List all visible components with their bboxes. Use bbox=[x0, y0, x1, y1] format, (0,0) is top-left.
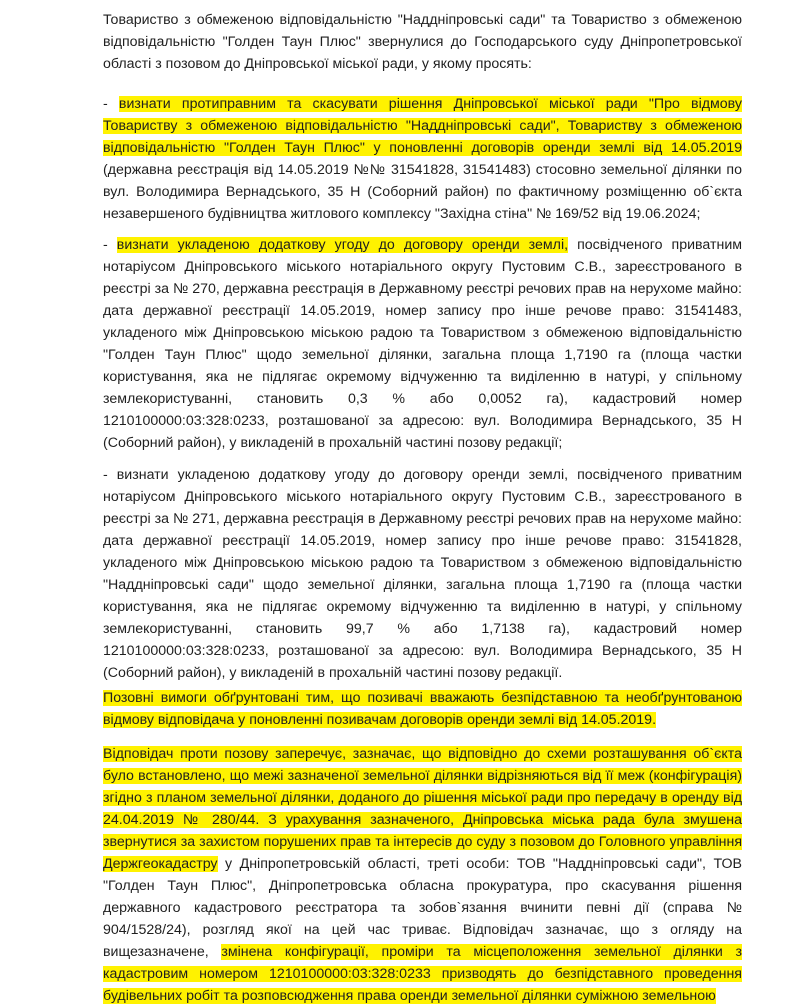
text-segment: посвідченого приватним нотаріусом Дніпровського міського нотаріального округу Пустовим С.В., зареєстрованого в реєстрі за № 270, державна реєстрація в Державному реєстрі речових прав на нерухоме майно: дата державної реєстрації 14.05.2019, номер запису про інше речове право: 31541483, укладеного між Дніпровською міською радою та Товариством з обмеженою відповідальністю "Голден Таун Плюс" щодо земельної ділянки, загальна площа 1,7190 га (площа частки користування, яка не підлягає окремому відчуженню та виділенню в натурі, у спільному землекористуванні, становить 0,3 % або 0,0052 га), кадастровий номер 1210100000:03:328:0233, розташованої за адресою: вул. Володимира Вернадського, 35 Н (Соборний район), у викладеній в прохальній частині позову редакції; bbox=[103, 237, 743, 451]
highlighted-text: визнати укладеною додаткову угоду до договору оренди землі, bbox=[116, 237, 569, 253]
text-segment: (державна реєстрація від 14.05.2019 №№ 31541828, 31541483) стосовно земельної ділянки по вул. Володимира Вернадського, 35 Н (Соборний район) по фактичному розміщенню об`єкта незавершеного будівництва житлового комплексу "Західна стіна" № 169/52 від 19.06.2024; bbox=[103, 162, 742, 222]
highlighted-text: Відповідач проти позову заперечує, зазначає, що відповідно до схеми розташування об`єкта було встановлено, що межі зазначеної земельної ділянки відрізняються від її меж (конфігурація) згідно з планом земельної ділянки, доданого до рішення міської ради про передачу в оренду від 24.04.2019 № 280/44. З урахування зазначеного, Дніпровська міська рада була змушена звернутися за захистом порушених прав та інтересів до суду з позовом до Головного управління Держгеокадастру bbox=[103, 746, 742, 872]
text-segment: - bbox=[103, 237, 117, 253]
paragraph-intro bbox=[103, 9, 742, 75]
paragraph-grounds bbox=[103, 687, 742, 731]
paragraph-defendant-objection bbox=[103, 743, 742, 1004]
text-segment: у Дніпропетровській області, треті особи: ТОВ "Наддніпровські сади", ТОВ "Голден Таун Плюс", Дніпропетровська обласна прокуратура, про скасування рішення державного кадастрового реєстратора та зобов`язання вчинити певні дії (справа № 904/1528/24), розгляд якої на цей час триває. Відповідач зазначає, що з огляду на вищезазначене, bbox=[103, 856, 742, 960]
text-segment: - визнати укладеною додаткову угоду до договору оренди землі, посвідченого приватним нотаріусом Дніпровського міського нотаріального округу Пустовим С.В., зареєстрованого в реєстрі за № 271, державна реєстрація в Державному реєстрі речових прав на нерухоме майно: дата державної реєстрації 14.05.2019, номер запису про інше речове право: 31541828, укладеного між Дніпровською міською радою та Товариством з обмеженою відповідальністю "Наддніпровські сади" щодо земельної ділянки, загальна площа 1,7190 га (площа частки користування, яка не підлягає окремому відчуженню та виділенню в натурі, у спільному землекористуванні, становить 99,7 % або 1,7138 га), кадастровий номер 1210100000:03:328:0233, розташованої за адресою: вул. Володимира Вернадського, 35 Н (Соборний район), у викладеній в прохальній частині позову редакції. bbox=[103, 467, 742, 681]
highlighted-text: Позовні вимоги обґрунтовані тим, що позивачі вважають безпідставною та необґрунтованою відмову відповідача у поновленні позивачам договорів оренди землі від 14.05.2019. bbox=[103, 690, 742, 728]
paragraph-claim-1 bbox=[103, 93, 742, 225]
text-segment: Товариство з обмеженою відповідальністю "Наддніпровські сади" та Товариство з обмеженою відповідальністю "Голден Таун Плюс" звернулися до Господарського суду Дніпропетровської області з позовом до Дніпровської міської ради, у якому просять: bbox=[103, 12, 742, 72]
text-segment: - bbox=[103, 96, 119, 112]
highlighted-text: визнати протиправним та скасувати рішення Дніпровської міської ради "Про відмову Товариству з обмеженою відповідальністю "Наддніпровські сади", Товариству з обмеженою відповідальністю "Голден Таун Плюс" у поновленні договорів оренди землі від 14.05.2019 bbox=[103, 96, 742, 156]
highlighted-text: змінена конфігурації, проміри та місцеположення земельної ділянки з кадастровим номером 1210100000:03:328:0233 призводять до безпідставного проведення будівельних робіт та розповсюдження права оренди земельної ділянки суміжною земельною bbox=[103, 944, 742, 1004]
paragraph-claim-3 bbox=[103, 464, 742, 684]
paragraph-claim-2 bbox=[103, 234, 742, 454]
